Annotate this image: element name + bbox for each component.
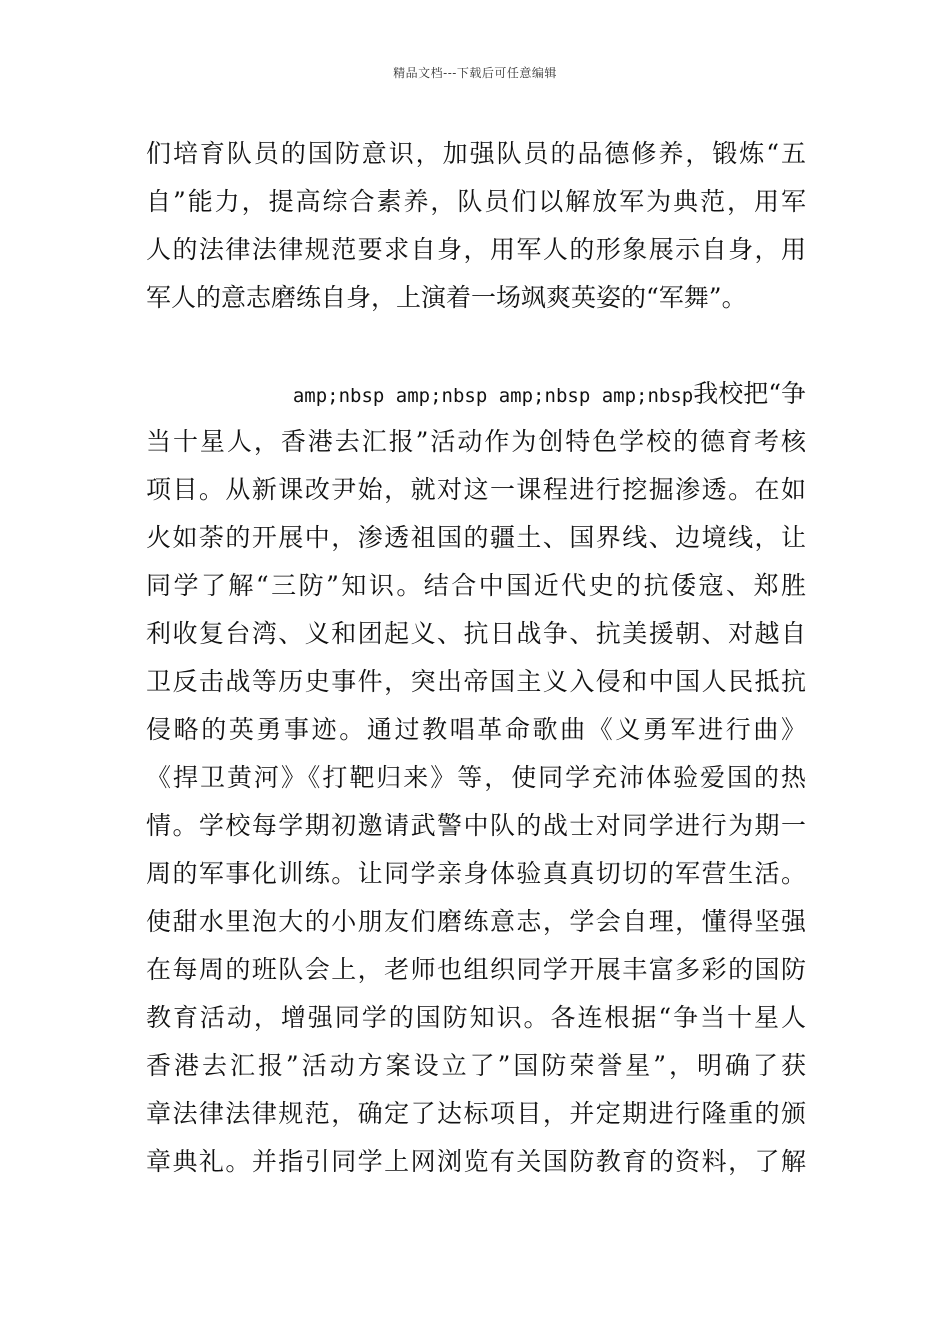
text-line: 同学了解“三防”知识。结合中国近代史的抗倭寇、郑胜 — [146, 571, 806, 600]
text-line: 火如荼的开展中，渗透祖国的疆土、国界线、边境线，让 — [146, 523, 806, 552]
text-line: 利收复台湾、义和团起义、抗日战争、抗美援朝、对越自 — [146, 619, 806, 648]
document-body — [146, 130, 806, 1186]
text-line: 教育活动，增强同学的国防知识。各连根据“争当十星人 — [146, 1003, 806, 1032]
text-line: 人的法律法律规范要求自身，用军人的形象展示自身，用 — [146, 235, 806, 264]
paragraph-2 — [146, 370, 806, 1186]
nbsp-artifact: amp;nbsp amp;nbsp amp;nbsp amp;nbsp — [292, 385, 694, 407]
text-line: 自”能力，提高综合素养，队员们以解放军为典范，用军 — [146, 187, 806, 216]
paragraph-1 — [146, 130, 806, 322]
text-line: 当十星人，香港去汇报”活动作为创特色学校的德育考核 — [146, 427, 806, 456]
text-line: 们培育队员的国防意识，加强队员的品德修养，锻炼“五 — [146, 139, 806, 168]
text-line: 侵略的英勇事迹。通过教唱革命歌曲《义勇军进行曲》 — [146, 715, 806, 744]
page-header: 精品文档---下载后可任意编辑 — [393, 66, 557, 80]
text-line-first — [146, 370, 806, 418]
text-line: 军人的意志磨练自身，上演着一场飒爽英姿的“军舞”。 — [146, 283, 747, 312]
text-line: 使甜水里泡大的小朋友们磨练意志，学会自理，懂得坚强 — [146, 907, 806, 936]
text-line: 章典礼。并指引同学上网浏览有关国防教育的资料，了解 — [146, 1147, 806, 1176]
text-line: 卫反击战等历史事件，突出帝国主义入侵和中国人民抵抗 — [146, 667, 806, 696]
text-line: 《捍卫黄河》《打靶归来》等，使同学充沛体验爱国的热 — [146, 763, 806, 792]
text-line: 香港去汇报”活动方案设立了”国防荣誉星”，明确了获 — [146, 1051, 806, 1080]
text-line: 周的军事化训练。让同学亲身体验真真切切的军营生活。 — [146, 859, 806, 888]
text-line: 在每周的班队会上，老师也组织同学开展丰富多彩的国防 — [146, 955, 806, 984]
text-line: 情。学校每学期初邀请武警中队的战士对同学进行为期一 — [146, 811, 806, 840]
paragraph-gap — [146, 322, 806, 370]
text-line: 项目。从新课改尹始，就对这一课程进行挖掘渗透。在如 — [146, 475, 806, 504]
text-line-first-words: 我校把“争 — [693, 379, 806, 408]
text-line: 章法律法律规范，确定了达标项目，并定期进行隆重的颁 — [146, 1099, 806, 1128]
